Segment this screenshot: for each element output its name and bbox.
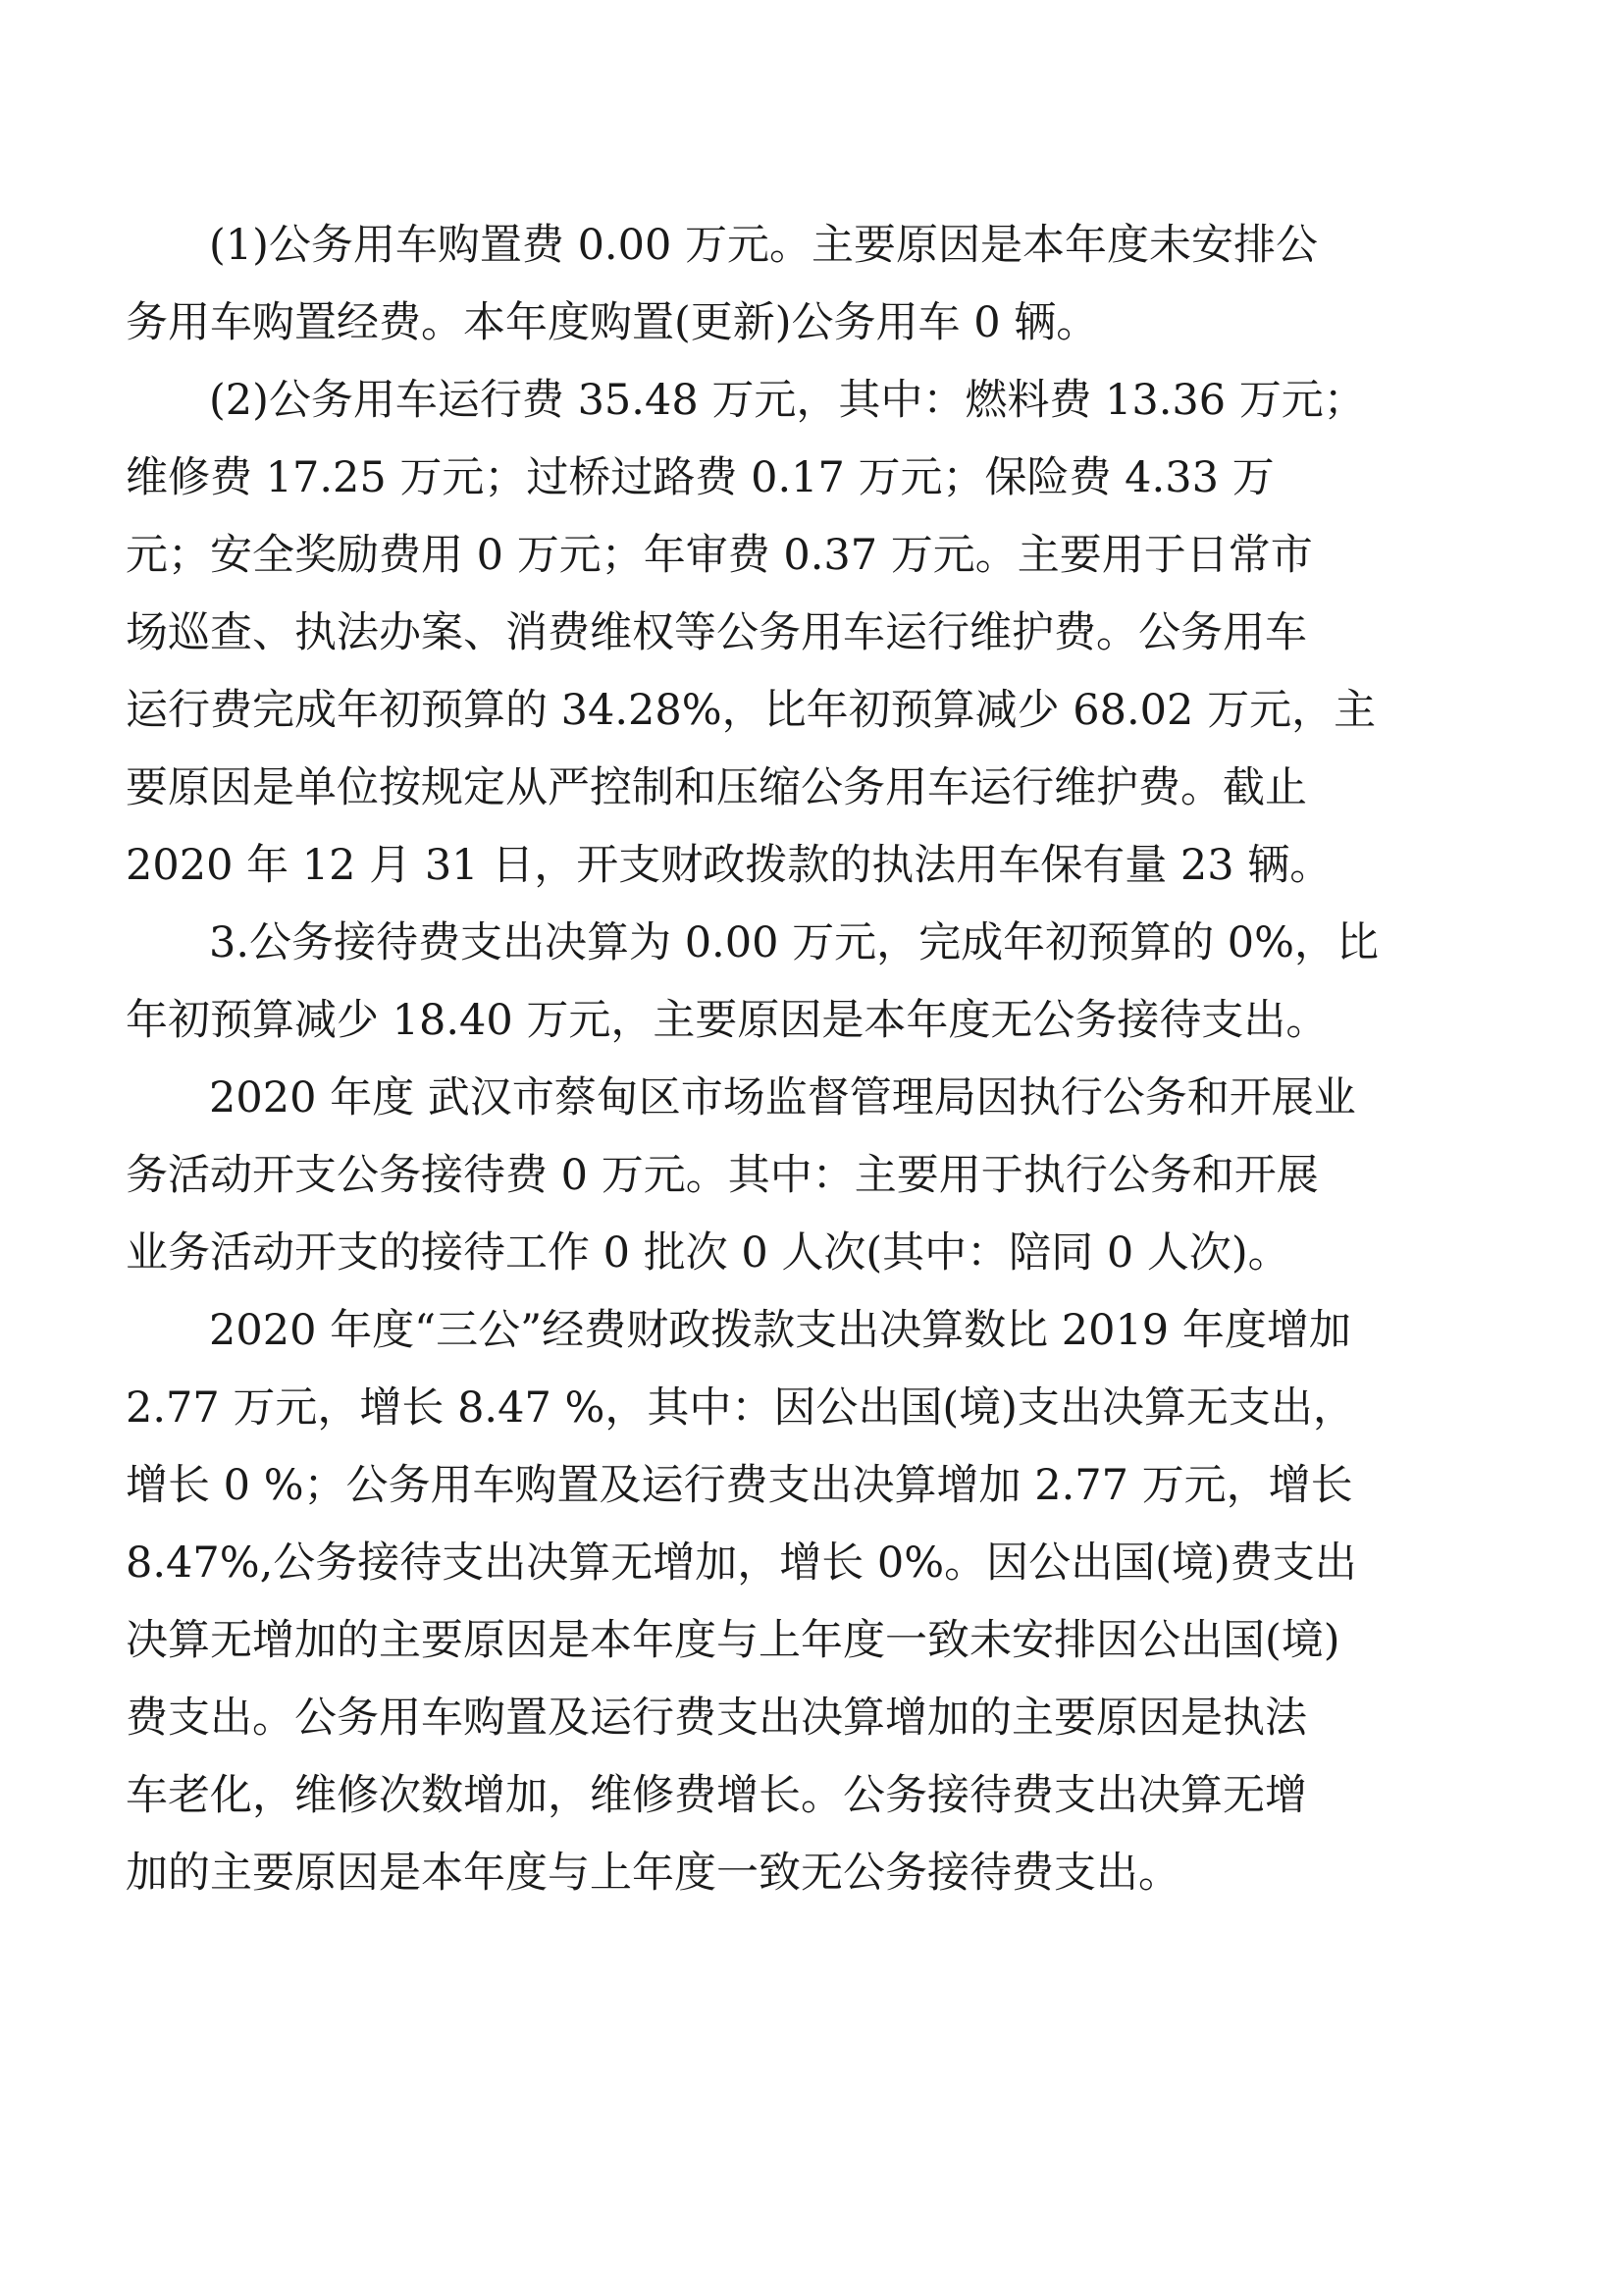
paragraph-reception-detail-line-1: 2020 年度 武汉市蔡甸区市场监督管理局因执行公务和开展业 (209, 1073, 1356, 1122)
paragraph-vehicle-operation-line-3: 元；安全奖励费用 0 万元；年审费 0.37 万元。主要用于日常市 (126, 531, 1313, 580)
paragraph-vehicle-operation-line-7: 2020 年 12 月 31 日，开支财政拨款的执法用车保有量 23 辆。 (126, 841, 1333, 890)
paragraph-vehicle-operation-line-2: 维修费 17.25 万元；过桥过路费 0.17 万元；保险费 4.33 万 (126, 453, 1275, 502)
paragraph-vehicle-operation-line-4: 场巡查、执法办案、消费维权等公务用车运行维护费。公务用车 (126, 608, 1307, 657)
paragraph-vehicle-operation-line-6: 要原因是单位按规定从严控制和压缩公务用车运行维护费。截止 (126, 763, 1307, 812)
paragraph-vehicle-purchase-line-1: (1)公务用车购置费 0.00 万元。主要原因是本年度未安排公 (209, 221, 1318, 270)
paragraph-vehicle-purchase-line-2: 务用车购置经费。本年度购置(更新)公务用车 0 辆。 (126, 298, 1099, 347)
paragraph-vehicle-operation-line-1: (2)公务用车运行费 35.48 万元，其中：燃料费 13.36 万元； (209, 376, 1366, 425)
paragraph-comparison-line-2: 2.77 万元，增长 8.47 %，其中：因公出国(境)支出决算无支出， (126, 1383, 1355, 1433)
paragraph-comparison-line-7: 车老化，维修次数增加，维修费增长。公务接待费支出决算无增 (126, 1771, 1307, 1820)
paragraph-comparison-line-1: 2020 年度“三公”经费财政拨款支出决算数比 2019 年度增加 (209, 1306, 1351, 1355)
paragraph-comparison-line-8: 加的主要原因是本年度与上年度一致无公务接待费支出。 (126, 1849, 1180, 1898)
paragraph-reception-detail-line-2: 务活动开支公务接待费 0 万元。其中：主要用于执行公务和开展 (126, 1151, 1319, 1200)
paragraph-reception-detail-line-3: 业务活动开支的接待工作 0 批次 0 人次(其中：陪同 0 人次)。 (126, 1228, 1290, 1278)
paragraph-reception-line-2: 年初预算减少 18.40 万元，主要原因是本年度无公务接待支出。 (126, 996, 1329, 1045)
paragraph-comparison-line-3: 增长 0 %；公务用车购置及运行费支出决算增加 2.77 万元，增长 (126, 1461, 1353, 1510)
paragraph-comparison-line-6: 费支出。公务用车购置及运行费支出决算增加的主要原因是执法 (126, 1694, 1307, 1743)
paragraph-comparison-line-5: 决算无增加的主要原因是本年度与上年度一致未安排因公出国(境) (126, 1616, 1340, 1665)
paragraph-vehicle-operation-line-5: 运行费完成年初预算的 34.28%，比年初预算减少 68.02 万元，主 (126, 686, 1377, 735)
paragraph-comparison-line-4: 8.47%,公务接待支出决算无增加，增长 0%。因公出国(境)费支出 (126, 1539, 1357, 1588)
paragraph-reception-line-1: 3.公务接待费支出决算为 0.00 万元，完成年初预算的 0%，比 (209, 918, 1379, 967)
